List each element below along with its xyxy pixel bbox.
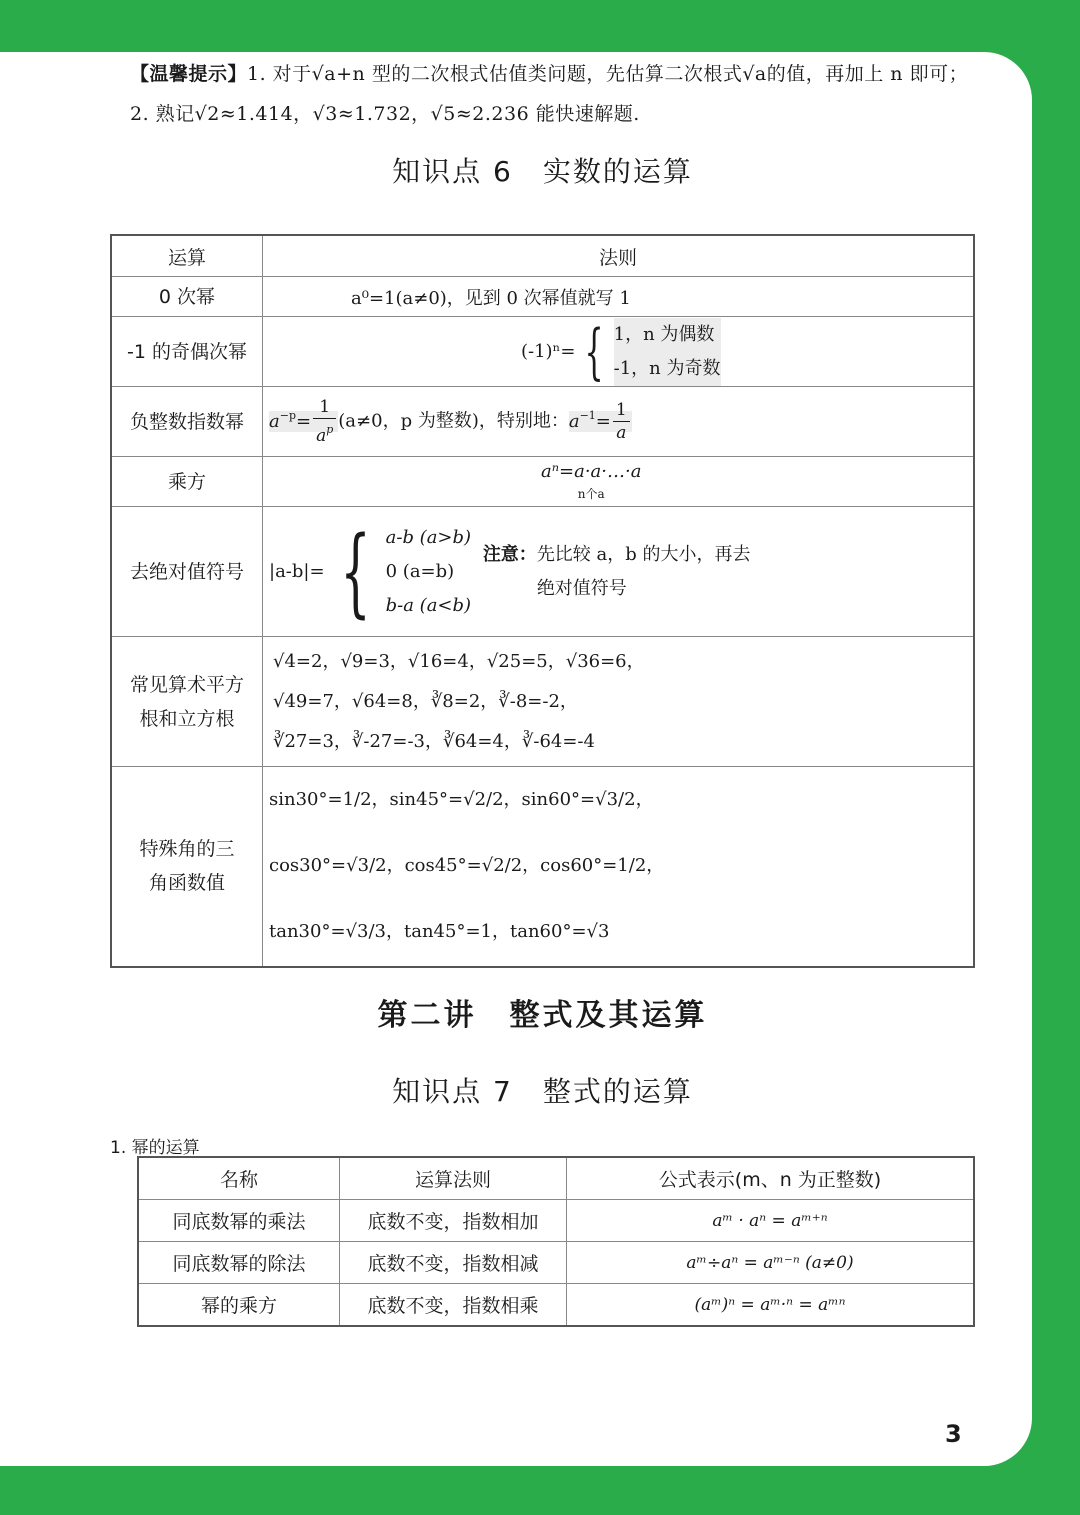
- column-header: 公式表示(m、n 为正整数): [567, 1157, 975, 1200]
- table-row: [111, 767, 974, 967]
- row-label: -1 的奇偶次幂: [111, 317, 263, 387]
- row-rule: a⁰=1(a≠0)，见到 0 次幂值就写 1: [263, 277, 975, 317]
- row-label: 负整数指数幂: [111, 387, 263, 457]
- subsection-title: 1. 幂的运算: [110, 1138, 200, 1158]
- row-label: 0 次幂: [111, 277, 263, 317]
- formula: aᵐ÷aⁿ = aᵐ⁻ⁿ (a≠0): [567, 1242, 975, 1284]
- table-header-row: [111, 235, 974, 277]
- section-title: 知识点 7 整式的运算: [392, 1075, 693, 1108]
- table-row: [138, 1242, 974, 1284]
- tip-line-2: 2. 熟记√2≈1.414，√3≈1.732，√5≈2.236 能快速解题.: [130, 103, 640, 125]
- roots-line: √4=2，√9=3，√16=4，√25=5，√36=6，: [273, 650, 645, 672]
- note-text: 绝对值符号: [536, 577, 627, 599]
- table-row: [111, 317, 974, 387]
- row-rule: [263, 457, 975, 507]
- power-expression: aⁿ=a·a·…·a: [541, 460, 642, 482]
- roots-line: ∛27=3，∛-27=-3，∛64=4，∛-64=-4: [273, 730, 595, 752]
- rule-text: (a≠0，p 为整数)，特别地：: [338, 410, 569, 432]
- row-rule: (-1)ⁿ= { 1，n 为偶数 -1，n 为奇数: [263, 317, 975, 387]
- power-rules-table: [137, 1156, 975, 1327]
- trig-line: cos30°=√3/2，cos45°=√2/2，cos60°=1/2，: [269, 855, 665, 877]
- column-header: 运算法则: [340, 1157, 567, 1200]
- case: -1，n 为奇数: [613, 357, 721, 379]
- tip-label: 【温馨提示】: [130, 63, 248, 85]
- rule-name: 幂的乘方: [138, 1284, 340, 1327]
- row-rule: [263, 767, 975, 967]
- rule-text: 底数不变，指数相减: [340, 1242, 567, 1284]
- page-number: 3: [945, 1420, 962, 1448]
- roots-line: √49=7，√64=8，∛8=2，∛-8=-2，: [273, 690, 578, 712]
- formula: aᵐ · aⁿ = aᵐ⁺ⁿ: [567, 1200, 975, 1242]
- table-row: [111, 277, 974, 317]
- case: a-b (a>b): [385, 526, 472, 548]
- case: 0 (a=b): [385, 560, 455, 582]
- row-label: 去绝对值符号: [111, 507, 263, 637]
- table-row: [111, 387, 974, 457]
- row-label: 特殊角的三 角函数值: [111, 767, 263, 967]
- row-rule: |a-b|= { a-b (a>b) 0 (a=b) b-a (a<b) 注意：先比较 a，b 的大小，再去 绝对值符号: [263, 507, 975, 637]
- row-label: 常见算术平方 根和立方根: [111, 637, 263, 767]
- table-row: [111, 457, 974, 507]
- table-header-row: [138, 1157, 974, 1200]
- column-header: 法则: [263, 235, 975, 277]
- note-text: 先比较 a，b 的大小，再去: [536, 543, 751, 565]
- real-number-rules-table: [110, 234, 975, 968]
- row-rule: [263, 637, 975, 767]
- column-header: 名称: [138, 1157, 340, 1200]
- rule-name: 同底数幂的乘法: [138, 1200, 340, 1242]
- lhs: |a-b|=: [269, 560, 325, 582]
- case: 1，n 为偶数: [613, 323, 715, 345]
- trig-line: sin30°=1/2，sin45°=√2/2，sin60°=√3/2，: [269, 789, 654, 811]
- rule-text: 底数不变，指数相乘: [340, 1284, 567, 1327]
- column-header: 运算: [111, 235, 263, 277]
- table-row: [111, 637, 974, 767]
- tip-text-1: 1. 对于√a+n 型的二次根式估值类问题，先估算二次根式√a的值，再加上 n 即可；: [247, 63, 969, 85]
- row-rule: $a^{-p}=$ $\frac{1}{a^p}$ (a≠0，p 为整数)，特别地：$a^{-1}=$ $\frac{1}{a}$: [263, 387, 975, 457]
- case: b-a (a<b): [385, 594, 472, 616]
- rule-text: 底数不变，指数相加: [340, 1200, 567, 1242]
- formula: (aᵐ)ⁿ = aᵐ·ⁿ = aᵐⁿ: [567, 1284, 975, 1327]
- lhs: (-1)ⁿ=: [521, 340, 576, 362]
- tip-line-1: [130, 55, 968, 93]
- table-row: [111, 507, 974, 637]
- underbrace-label: n个a: [577, 486, 605, 501]
- lecture-title: 第二讲 整式及其运算: [377, 998, 708, 1033]
- row-label: 乘方: [111, 457, 263, 507]
- section-title: 知识点 6 实数的运算: [392, 155, 693, 188]
- table-row: [138, 1284, 974, 1327]
- rule-name: 同底数幂的除法: [138, 1242, 340, 1284]
- table-row: [138, 1200, 974, 1242]
- note-label: 注意：: [482, 543, 537, 565]
- trig-line: tan30°=√3/3，tan45°=1，tan60°=√3: [269, 921, 610, 943]
